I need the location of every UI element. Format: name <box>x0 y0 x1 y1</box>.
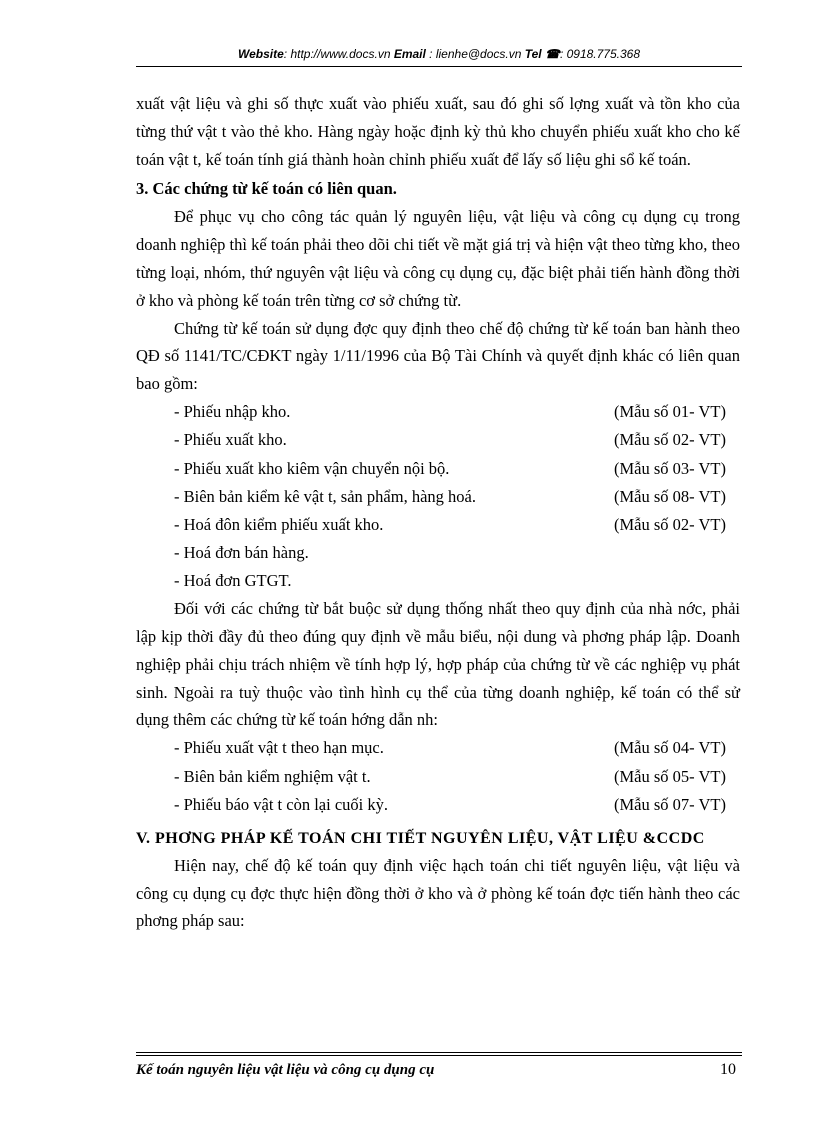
list-item-form: (Mẫu số 04- VT) <box>614 738 726 758</box>
list-item-form: (Mẫu số 07- VT) <box>614 794 726 814</box>
list-item-form: (Mẫu số 02- VT) <box>614 514 726 534</box>
list-item-form: (Mẫu số 08- VT) <box>614 486 726 506</box>
list-item-label: - Phiếu xuất vật t theo hạn mục. <box>174 738 384 758</box>
list-item-label: - Phiếu nhập kho. <box>174 402 291 422</box>
list-item <box>136 426 740 454</box>
list-item-label: - Biên bản kiểm kê vật t, sản phẩm, hàng hoá. <box>174 486 476 506</box>
header-website-label: Website <box>237 47 284 61</box>
header-divider <box>136 66 742 67</box>
header-tel-value: : 0918.775.368 <box>559 47 641 61</box>
list-item <box>136 762 740 790</box>
list-item <box>136 791 740 819</box>
document-list <box>136 398 740 595</box>
list-item-label: - Biên bản kiểm nghiệm vật t. <box>174 766 371 786</box>
list-item-label: - Phiếu báo vật t còn lại cuối kỳ. <box>174 794 388 814</box>
list-item-label: - Hoá đơn GTGT. <box>174 571 292 591</box>
list-item <box>136 398 740 426</box>
list-item-label: - Phiếu xuất kho. <box>174 430 287 450</box>
list-item-label: - Hoá đơn bán hàng. <box>174 543 309 563</box>
list-item <box>136 539 740 567</box>
paragraph: Để phục vụ cho công tác quản lý nguyên liệu, vật liệu và công cụ dụng cụ trong doanh nghiệp thì kế toán phải theo dõi chi tiết về mặt giá trị và hiện vật theo từng kho, theo từng loại, nhóm, thứ nguyên vật liệu và công cụ dụng cụ, đặc biệt phải tiến hành đồng thời ở kho và phòng kế toán trên từng cơ sở chứng từ. <box>136 207 740 310</box>
page-number: 10 <box>720 1061 736 1078</box>
chapter-heading: V. PHƠNG PHÁP KẾ TOÁN CHI TIẾT NGUYÊN LIỆU, VẬT LIỆU &CCDC <box>136 829 705 847</box>
footer-title: Kế toán nguyên liệu vật liệu và công cụ dụng cụ <box>136 1062 435 1078</box>
footer-divider <box>136 1052 742 1053</box>
list-item-form: (Mẫu số 05- VT) <box>614 766 726 786</box>
paragraph: Chứng từ kế toán sử dụng đợc quy định theo chế độ chứng từ kế toán ban hành theo QĐ số 1141/TC/CĐKT ngày 1/11/1996 của Bộ Tài Chính và quyết định khác có liên quan bao gồm: <box>136 318 740 394</box>
header-tel-label: Tel ☎ <box>524 47 560 61</box>
footer-divider <box>136 1055 742 1056</box>
list-item <box>136 511 740 539</box>
paragraph: Hiện nay, chế độ kế toán quy định việc hạch toán chi tiết nguyên liệu, vật liệu và công cụ dụng cụ đợc thực hiện đồng thời ở kho và ở phòng kế toán đợc tiến hành theo các phơng pháp sau: <box>136 855 740 931</box>
header-website-value: : http://www.docs.vn <box>283 47 394 61</box>
list-item <box>136 454 740 482</box>
list-item <box>136 734 740 762</box>
list-item-form: (Mẫu số 02- VT) <box>614 430 726 450</box>
list-item <box>136 567 740 595</box>
document-body <box>136 90 740 935</box>
header-email-label: Email <box>393 47 426 61</box>
list-item <box>136 483 740 511</box>
list-item-label: - Phiếu xuất kho kiêm vận chuyển nội bộ. <box>174 458 450 478</box>
list-item-label: - Hoá đôn kiểm phiếu xuất kho. <box>174 514 384 534</box>
page-header <box>136 46 742 62</box>
paragraph: xuất vật liệu và ghi số thực xuất vào phiếu xuất, sau đó ghi số lợng xuất và tồn kho của từng thứ vật t vào thẻ kho. Hàng ngày hoặc định kỳ thủ kho chuyển phiếu xuất kho cho kế toán vật t, kế toán tính giá thành hoàn chỉnh phiếu xuất để lấy số liệu ghi sổ kế toán. <box>136 94 740 169</box>
list-item-form: (Mẫu số 03- VT) <box>614 458 726 478</box>
page-footer <box>136 1058 742 1082</box>
list-item-form: (Mẫu số 01- VT) <box>614 402 726 422</box>
document-list <box>136 734 740 819</box>
section-heading: 3. Các chứng từ kế toán có liên quan. <box>136 179 397 199</box>
paragraph: Đối với các chứng từ bắt buộc sử dụng thống nhất theo quy định của nhà nớc, phải lập kịp thời đầy đủ theo đúng quy định về mẫu biểu, nội dung và phơng pháp lập. Doanh nghiệp phải chịu trách nhiệm về tính hợp lý, hợp pháp của chứng từ về các nghiệp vụ phát sinh. Ngoài ra tuỳ thuộc vào tình hình cụ thể của từng doanh nghiệp, kế toán có thể sử dụng thêm các chứng từ kế toán hớng dẫn nh: <box>136 599 740 730</box>
header-email-value: : lienhe@docs.vn <box>425 47 525 61</box>
